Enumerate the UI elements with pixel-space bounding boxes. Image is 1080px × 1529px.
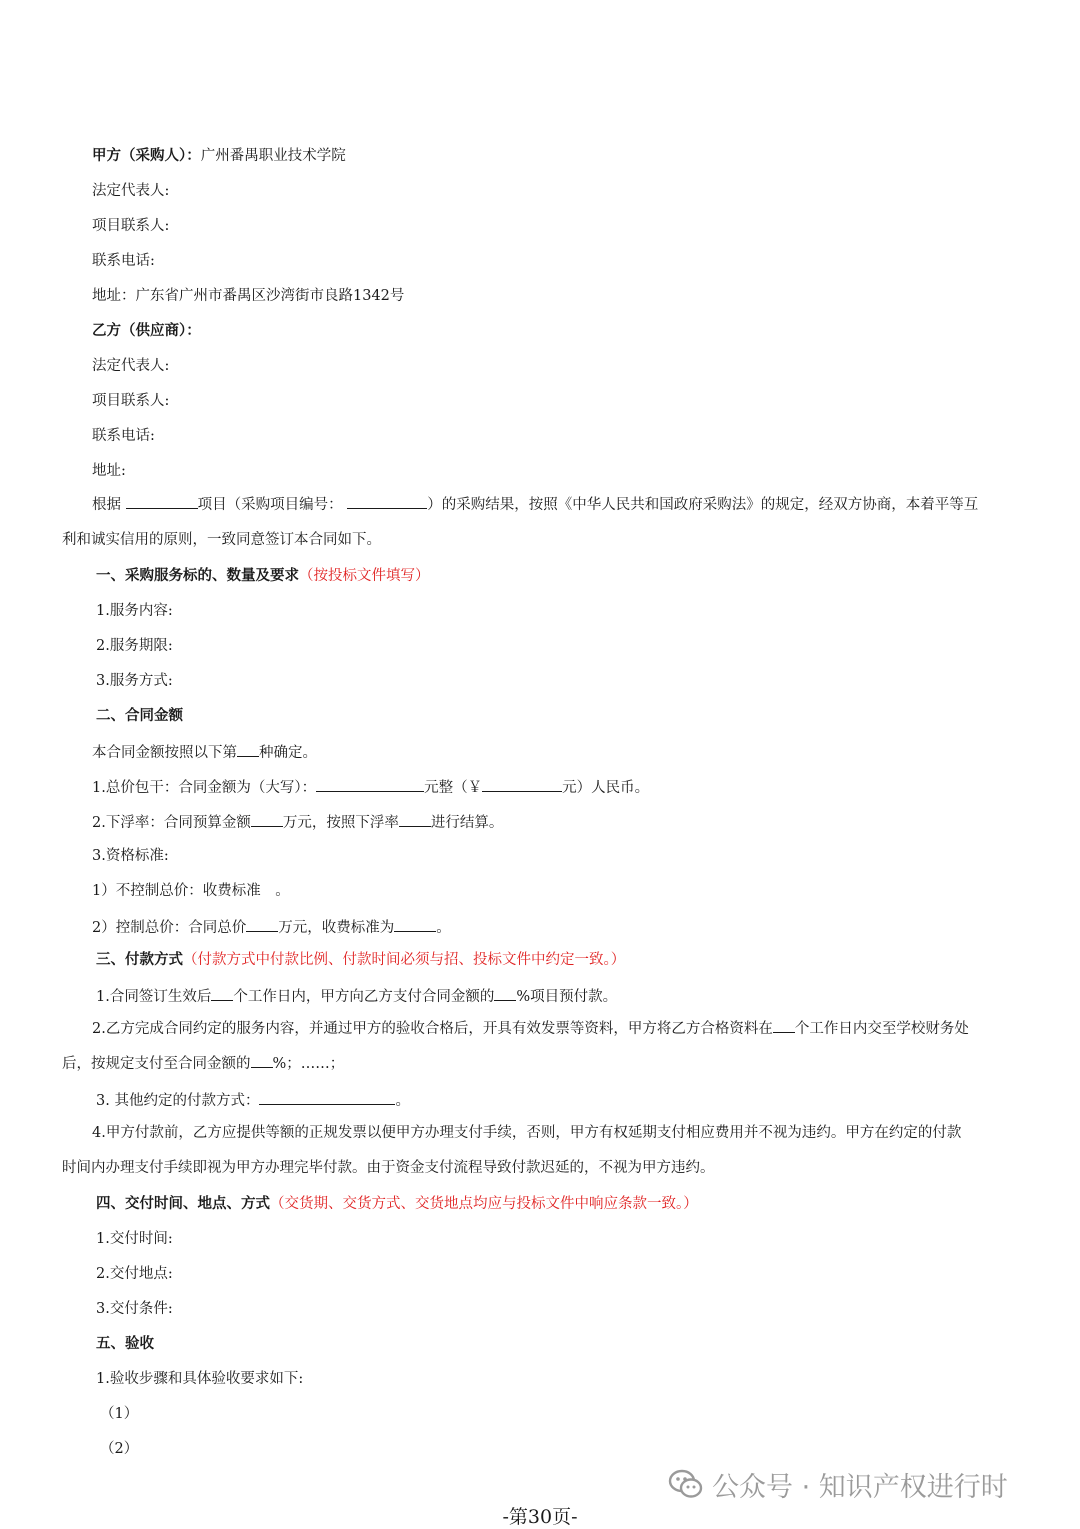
s3-i2b: 个工作日内交至学校财务处 xyxy=(794,1021,969,1037)
s2-l3b: 万元，按照下浮率 xyxy=(282,815,399,831)
s2-line-6 xyxy=(92,916,451,938)
wechat-icon xyxy=(668,1467,704,1501)
fee-standard-blank xyxy=(394,916,436,932)
s3-item-2-line-2 xyxy=(62,1047,1022,1082)
s1-item-2: 2.服务期限: xyxy=(96,638,173,654)
s3-i1c: %项目预付款。 xyxy=(516,989,618,1005)
s3-item-3 xyxy=(96,1089,410,1111)
s2-l6a: 2）控制总价：合同总价 xyxy=(92,920,247,936)
s4-item-1: 1.交付时间: xyxy=(96,1231,173,1247)
final-percent-blank xyxy=(251,1052,273,1068)
s4-item-2: 2.交付地点: xyxy=(96,1266,173,1282)
s2-l2c: 元）人民币。 xyxy=(562,780,650,796)
s5-item-3: （2） xyxy=(100,1441,139,1457)
s3-item-4 xyxy=(62,1116,1022,1186)
s2-l3a: 2.下浮率：合同预算金额 xyxy=(92,815,251,831)
wechat-watermark xyxy=(668,1466,1008,1502)
party-a-address: 地址：广东省广州市番禺区沙湾街市良路1342号 xyxy=(92,288,405,304)
s5-item-1: 1.验收步骤和具体验收要求如下: xyxy=(96,1371,304,1387)
prepay-percent-blank xyxy=(494,985,516,1001)
s3-i3a: 3. 其他约定的付款方式： xyxy=(96,1093,260,1109)
s1-item-1: 1.服务内容: xyxy=(96,603,173,619)
s2-line-5: 1）不控制总价：收费标准 。 xyxy=(92,883,290,899)
section-3-title-line xyxy=(96,950,625,970)
s3-i2a: 2.乙方完成合同约定的服务内容，并通过甲方的验收合格后，开具有效发票等资料，甲方将乙方合格资料在 xyxy=(92,1021,773,1037)
intro-text-1: 根据 xyxy=(92,497,121,513)
section-5-title: 五、验收 xyxy=(96,1335,154,1352)
s1-item-3: 3.服务方式: xyxy=(96,673,173,689)
s3-i1b: 个工作日内，甲方向乙方支付合同金额的 xyxy=(233,989,495,1005)
total-price-blank xyxy=(246,916,278,932)
intro-paragraph xyxy=(62,488,1022,558)
party-a-heading: 甲方（采购人）： xyxy=(92,147,201,164)
party-a-contact: 项目联系人: xyxy=(92,218,170,234)
watermark-text: 公众号 · 知识产权进行时 xyxy=(712,1471,1008,1503)
party-a-phone: 联系电话: xyxy=(92,253,155,269)
project-name-blank xyxy=(126,493,198,509)
party-b-phone: 联系电话: xyxy=(92,428,155,444)
s5-item-2: （1） xyxy=(100,1406,139,1422)
amount-number-blank xyxy=(482,776,562,792)
s3-item-4-line-1: 4.甲方付款前，乙方应提供等额的正规发票以便甲方办理支付手续，否则，甲方有权延期支付相应费用并不视为违约。甲方在约定的付款 xyxy=(92,1125,962,1141)
party-a-legal-rep: 法定代表人: xyxy=(92,183,170,199)
project-code-blank xyxy=(347,493,427,509)
s2-line-4: 3.资格标准: xyxy=(92,848,169,864)
page-number: -第30页- xyxy=(502,1506,578,1528)
intro-line-2: 利和诚实信用的原则，一致同意签订本合同如下。 xyxy=(62,532,381,548)
party-b-address: 地址: xyxy=(92,463,126,479)
s2-l2b: 元整（￥ xyxy=(424,780,483,796)
s3-i1a: 1.合同签订生效后 xyxy=(96,989,212,1005)
party-b-legal-rep: 法定代表人: xyxy=(92,358,170,374)
s2-line-1 xyxy=(92,741,317,763)
s3-item-1 xyxy=(96,985,617,1007)
section-3-title: 三、付款方式 xyxy=(96,951,183,968)
s3-item-2 xyxy=(62,1012,1022,1082)
party-b-heading: 乙方（供应商）： xyxy=(92,322,201,339)
s2-line-2 xyxy=(92,776,649,798)
intro-text-2: 项目（采购项目编号： xyxy=(197,497,343,513)
s2-l3c: 进行结算。 xyxy=(430,815,504,831)
s2-l2a: 1.总价包干：合同金额为（大写）： xyxy=(92,780,317,796)
s2-l1b: 种确定。 xyxy=(259,745,317,761)
party-a-line xyxy=(92,146,346,166)
budget-blank xyxy=(251,811,283,827)
other-payment-blank xyxy=(259,1089,395,1105)
amount-words-blank xyxy=(316,776,424,792)
s2-l1a: 本合同金额按照以下第 xyxy=(92,745,237,761)
s3-item-2-line-1 xyxy=(62,1012,1022,1047)
intro-line-1 xyxy=(62,488,1022,523)
s4-item-3: 3.交付条件: xyxy=(96,1301,173,1317)
party-b-contact: 项目联系人: xyxy=(92,393,170,409)
section-2-title: 二、合同金额 xyxy=(96,707,183,724)
section-4-note: （交货期、交货方式、交货地点均应与投标文件中响应条款一致。） xyxy=(270,1196,698,1212)
section-1-title-line xyxy=(96,566,430,586)
s2-line-3 xyxy=(92,811,503,833)
section-4-title-line xyxy=(96,1194,698,1214)
s2-l6b: 万元，收费标准为 xyxy=(278,920,395,936)
method-blank xyxy=(237,741,259,757)
section-4-title: 四、交付时间、地点、方式 xyxy=(96,1195,270,1212)
s3-i2d: %；……； xyxy=(272,1056,345,1072)
s2-l6c: 。 xyxy=(436,920,451,936)
intro-text-3: ）的采购结果，按照《中华人民共和国政府采购法》的规定，经双方协商，本着平等互 xyxy=(427,497,979,513)
section-3-note: （付款方式中付款比例、付款时间必须与招、投标文件中约定一致。） xyxy=(183,952,626,968)
section-1-title: 一、采购服务标的、数量及要求 xyxy=(96,567,299,584)
party-a-name: 广州番禺职业技术学院 xyxy=(200,148,346,164)
rate-blank xyxy=(399,811,431,827)
s3-item-4-line-2: 时间内办理支付手续即视为甲方办理完毕付款。由于资金支付流程导致付款迟延的，不视为甲方违约。 xyxy=(62,1160,715,1176)
workdays-blank xyxy=(211,985,233,1001)
finance-days-blank xyxy=(773,1017,795,1033)
s3-i2c: 后，按规定支付至合同金额的 xyxy=(62,1056,251,1072)
section-1-note: （按投标文件填写） xyxy=(299,568,430,584)
s3-i3b: 。 xyxy=(395,1093,410,1109)
